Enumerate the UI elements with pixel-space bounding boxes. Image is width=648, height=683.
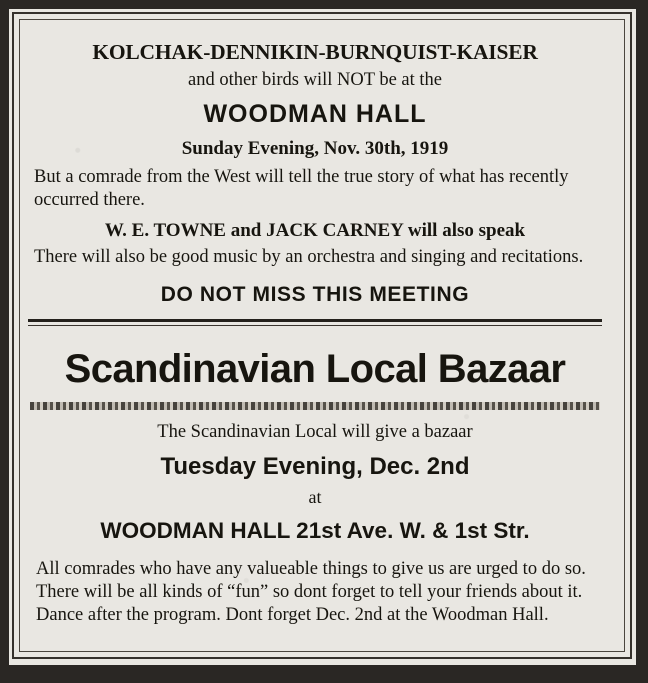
meeting-date: Sunday Evening, Nov. 30th, 1919 (181, 137, 449, 159)
bazaar-body: All comrades who have any valueable things to give us are urged to do so. There will be all kinds of “fun” so dont forget to tell your friends about it. Dance after the program. Dont forget Dec. 2nd at the Woodman Hall. (36, 559, 586, 626)
bazaar-date: Tuesday Evening, Dec. 2nd (160, 453, 470, 481)
ornamental-rule (30, 402, 600, 410)
meeting-advertisement (26, 40, 604, 307)
meeting-body-second: There will also be good music by an orchestra and singing and recitations. (34, 247, 584, 268)
page-edge-bottom (0, 665, 648, 683)
bazaar-lead: The Scandinavian Local will give a bazaar (157, 422, 473, 443)
meeting-subhead: and other birds will NOT be at the (188, 69, 442, 90)
page-edge-top (0, 0, 648, 9)
advertisement-content (26, 30, 604, 643)
meeting-headline: KOLCHAK-DENNIKIN-BURNQUIST-KAISER (92, 40, 538, 64)
page-edge-left (0, 0, 9, 683)
bazaar-title: Scandinavian Local Bazaar (64, 347, 566, 392)
meeting-venue: WOODMAN HALL (203, 99, 427, 128)
meeting-closing-line: DO NOT MISS THIS MEETING (160, 283, 470, 307)
divider-rule-thick (28, 319, 602, 322)
bazaar-at-word: at (308, 487, 322, 508)
meeting-speakers: W. E. TOWNE and JACK CARNEY will also speak (104, 220, 526, 242)
meeting-body-first: But a comrade from the West will tell the true story of what has recently occurred there. (34, 166, 569, 210)
divider-rule-thin (28, 325, 602, 326)
page-edge-right (636, 0, 648, 683)
bazaar-venue: WOODMAN HALL 21st Ave. W. & 1st Str. (100, 518, 530, 544)
bazaar-advertisement (26, 348, 604, 627)
section-divider (28, 319, 602, 328)
